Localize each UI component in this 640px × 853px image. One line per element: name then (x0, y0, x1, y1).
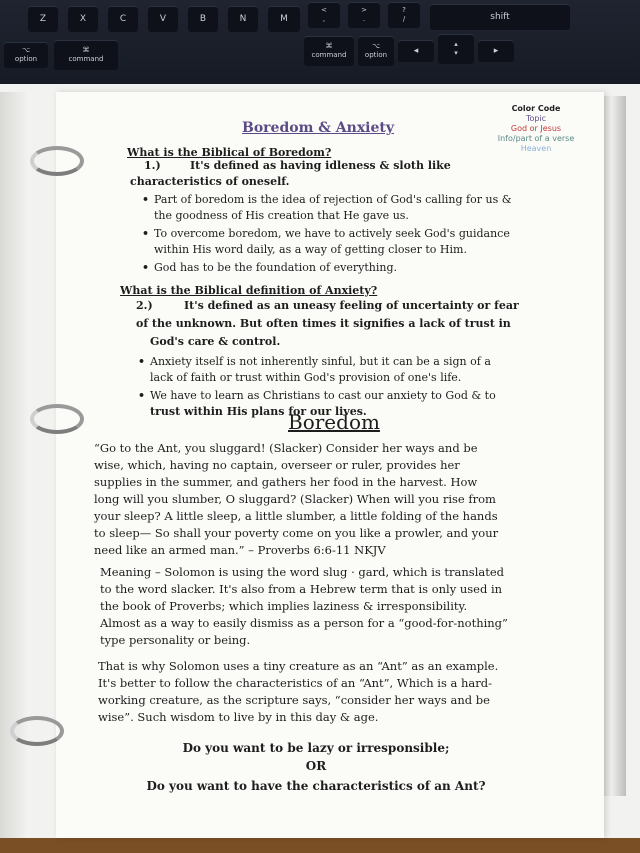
meaning-line-5: type personality or being. (100, 633, 251, 647)
legend-topic: Topic (525, 114, 547, 123)
verse-line-1: “Go to the Ant, you sluggard! (Slacker) Consider her ways and be (94, 441, 478, 455)
bullet-4-line-2: lack of faith or trust within God's provision of one's life. (150, 371, 462, 384)
verse-line-4: long will you slumber, O sluggard? (Slacker) When will you rise from (94, 492, 496, 506)
key-slash[interactable]: ? / (388, 2, 420, 28)
closing-question-2: Do you want to have the characteristics of an Ant? (146, 779, 486, 793)
question-anxiety: What is the Biblical definition of Anxiety? (120, 284, 378, 297)
binder-ring-middle (30, 404, 84, 434)
definition-2-line-2: of the unknown. But often times it signifies a lack of trust in (136, 317, 511, 330)
section-heading-boredom: Boredom (288, 410, 380, 434)
solomon-line-3: working creature, as the scripture says, “consider her ways and be (98, 693, 490, 707)
closing-question-1: Do you want to be lazy or irresponsible; (182, 741, 450, 755)
legend-god-or-jesus: God or Jesus (510, 124, 562, 133)
meaning-line-2: to the word slacker. It's also from a Hebrew term that is only used in (100, 582, 503, 596)
key-shift[interactable]: shift (430, 4, 570, 30)
question-2-number: 2.) (136, 299, 153, 312)
key-left-arrow[interactable]: ◂ (398, 40, 434, 62)
legend-heaven: Heaven (520, 144, 552, 153)
key-z[interactable]: Z (28, 6, 58, 32)
meaning-line-1: Meaning – Solomon is using the word slug · gard, which is translated (100, 565, 505, 579)
key-c[interactable]: C (108, 6, 138, 32)
verse-line-5: your sleep? A little sleep, a little slumber, a little folding of the hands (94, 509, 498, 523)
solomon-line-1: That is why Solomon uses a tiny creature as an “Ant” as an example. (98, 659, 499, 673)
question-boredom: What is the Biblical of Boredom? (127, 146, 332, 159)
notebook-page (56, 92, 604, 838)
binder-ring-bottom (10, 716, 64, 746)
solomon-line-2: It's better to follow the characteristics of an “Ant”, Which is a hard- (98, 676, 493, 690)
solomon-line-4: wise”. Such wisdom to live by in this day & age. (98, 710, 379, 724)
key-x[interactable]: X (68, 6, 98, 32)
binder-ring-top (30, 146, 84, 176)
bullet-2-line-1: • To overcome boredom, we have to actively seek God's guidance (154, 226, 510, 242)
meaning-line-4: Almost as a way to easily dismiss as a person for a “good-for-nothing” (100, 616, 508, 630)
color-code-heading: Color Code (511, 104, 561, 113)
definition-1-line-1: It's defined as having idleness & sloth like (190, 159, 451, 172)
laptop-keyboard (0, 0, 640, 92)
closing-or: OR (305, 759, 327, 773)
verse-line-3: supplies in the summer, and gathers her food in the harvest. How (94, 475, 478, 489)
key-v[interactable]: V (148, 6, 178, 32)
definition-1-line-2: characteristics of oneself. (130, 175, 290, 188)
key-comma[interactable]: < , (308, 2, 340, 28)
key-option-right[interactable]: ⌥ option (358, 36, 394, 66)
bullet-1-line-1: • Part of boredom is the idea of rejection of God's calling for us & (154, 192, 512, 208)
bullet-5-line-1: • We have to learn as Christians to cast our anxiety to God & to (150, 388, 496, 404)
bullet-4-line-1: • Anxiety itself is not inherently sinful, but it can be a sign of a (150, 354, 491, 370)
question-1-number: 1.) (144, 159, 161, 172)
key-period[interactable]: > . (348, 2, 380, 28)
key-m[interactable]: M (268, 6, 300, 32)
definition-2-line-3: God's care & control. (150, 335, 281, 348)
verse-line-6: to sleep— So shall your poverty come on you like a prowler, and your (94, 526, 499, 540)
page-title: Boredom & Anxiety (242, 120, 394, 136)
wooden-table (0, 838, 640, 853)
key-command-left[interactable]: ⌘ command (54, 40, 118, 70)
verse-citation: need like an armed man.” – Proverbs 6:6-11 NKJV (94, 543, 386, 557)
key-b[interactable]: B (188, 6, 218, 32)
bullet-1-line-2: the goodness of His creation that He gave us. (154, 209, 409, 222)
meaning-line-3: the book of Proverbs; which implies laziness & irresponsibility. (100, 599, 468, 613)
key-right-arrow[interactable]: ▸ (478, 40, 514, 62)
key-n[interactable]: N (228, 6, 258, 32)
definition-2-line-1: It's defined as an uneasy feeling of uncertainty or fear (184, 299, 519, 312)
verse-line-2: wise, which, having no captain, overseer or ruler, provides her (94, 458, 460, 472)
key-up-down-arrows[interactable]: ▴ ▾ (438, 34, 474, 64)
bullet-5-line-2: trust within His plans for our lives. (150, 405, 367, 418)
key-option-left[interactable]: ⌥ option (4, 42, 48, 68)
legend-info-verse: Info/part of a verse (497, 134, 575, 143)
color-code-legend (480, 104, 592, 154)
key-command-right[interactable]: ⌘ command (304, 36, 354, 66)
bullet-3-line-1: • God has to be the foundation of everything. (154, 260, 397, 276)
bullet-2-line-2: within His word daily, as a way of getting closer to Him. (154, 243, 467, 256)
